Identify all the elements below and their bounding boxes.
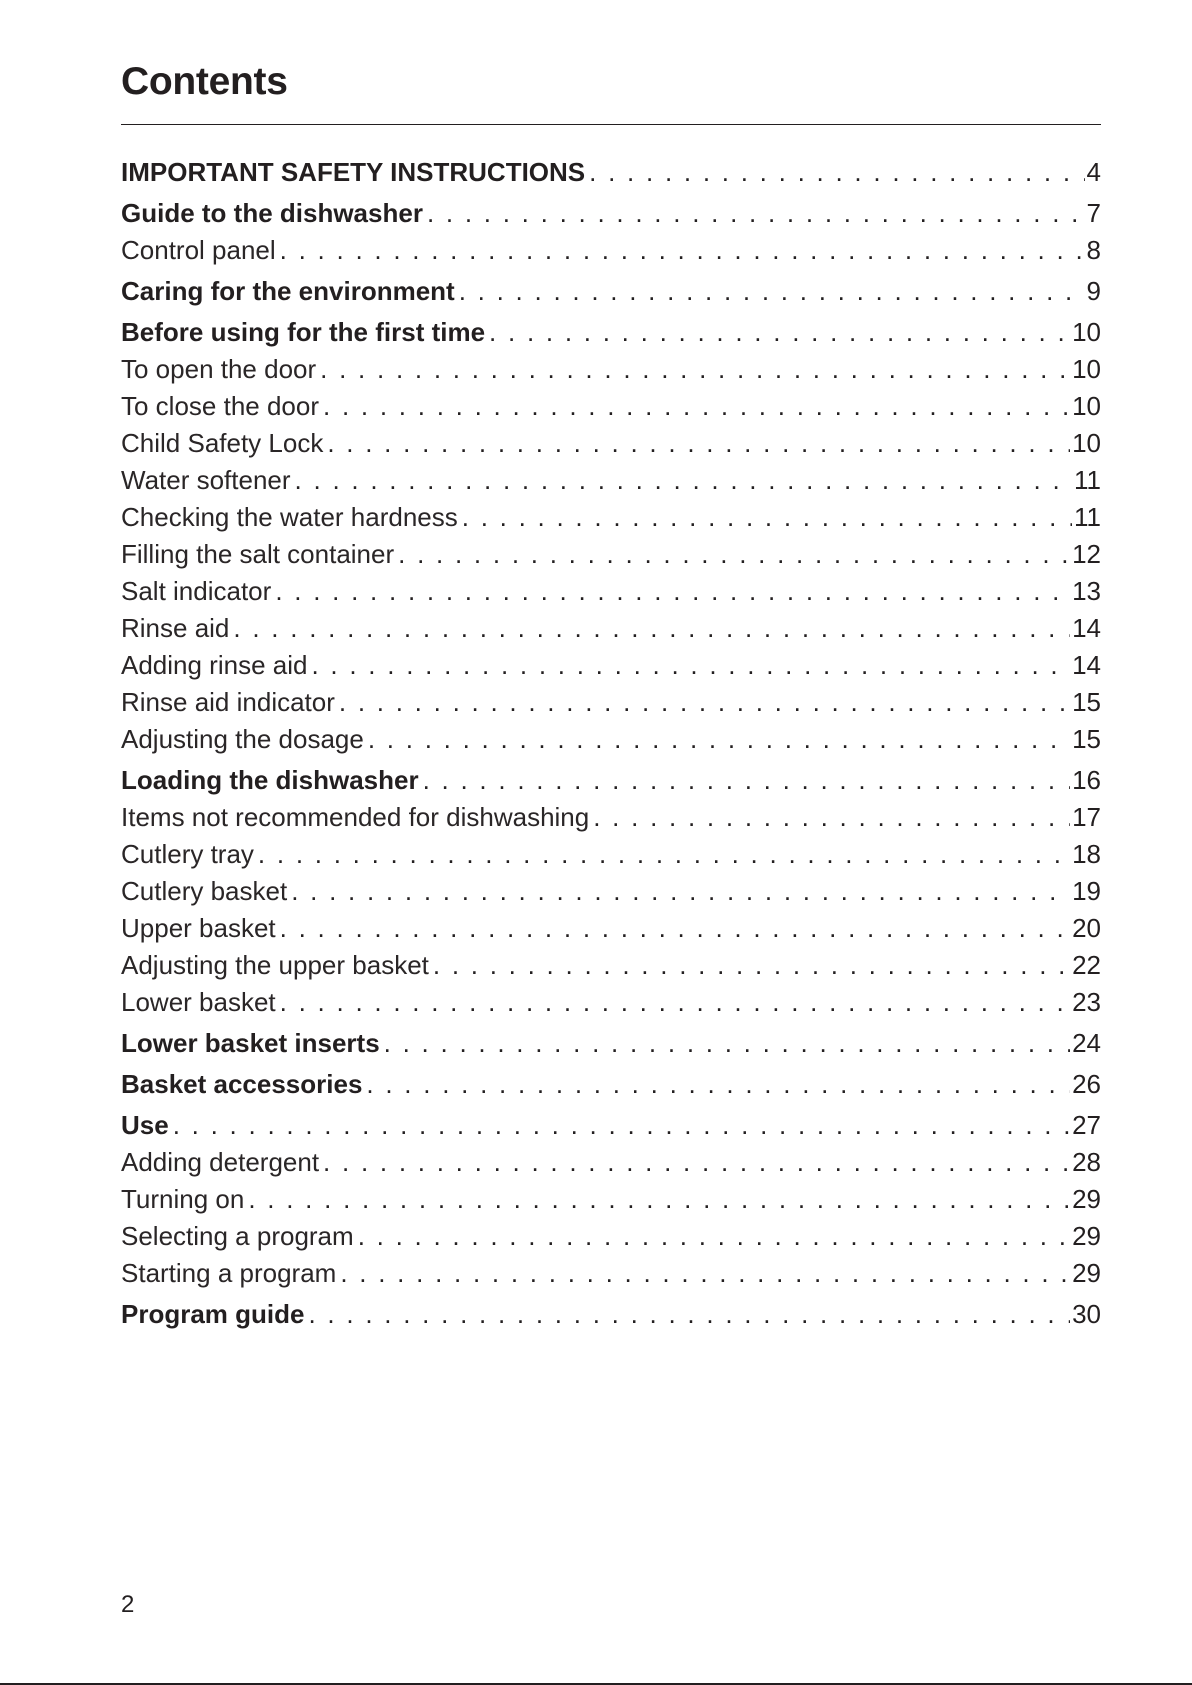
toc-entry-page: 22 bbox=[1072, 950, 1101, 980]
toc-dot-leader bbox=[311, 647, 1070, 684]
toc-entry-label: Cutlery tray bbox=[121, 836, 258, 873]
toc-entry-page: 30 bbox=[1072, 1299, 1101, 1329]
toc-dot-leader bbox=[459, 273, 1085, 310]
toc-entry[interactable] bbox=[121, 154, 1101, 191]
toc-entry-label: Water softener bbox=[121, 462, 295, 499]
toc-entry-label: Adjusting the upper basket bbox=[121, 947, 433, 984]
toc-entry[interactable] bbox=[121, 1296, 1101, 1333]
toc-dot-leader bbox=[427, 195, 1085, 232]
page-title: Contents bbox=[121, 60, 288, 103]
toc-dot-leader bbox=[275, 573, 1070, 610]
toc-dot-leader bbox=[589, 154, 1084, 191]
toc-entry-label: Adding rinse aid bbox=[121, 647, 311, 684]
title-divider bbox=[121, 124, 1101, 125]
toc-entry-page: 23 bbox=[1072, 987, 1101, 1017]
toc-entry-page: 8 bbox=[1086, 235, 1101, 265]
toc-entry-page: 27 bbox=[1072, 1110, 1101, 1140]
toc-entry-page: 28 bbox=[1072, 1147, 1101, 1177]
toc-entry-page: 19 bbox=[1072, 876, 1101, 906]
toc-dot-leader bbox=[593, 799, 1070, 836]
toc-dot-leader bbox=[358, 1218, 1070, 1255]
toc-entry[interactable] bbox=[121, 273, 1101, 310]
toc-entry-label: Rinse aid indicator bbox=[121, 684, 339, 721]
toc-entry-label: Adjusting the dosage bbox=[121, 721, 368, 758]
toc-dot-leader bbox=[398, 536, 1070, 573]
toc-entry[interactable] bbox=[121, 351, 1101, 388]
toc-entry-label: Lower basket bbox=[121, 984, 280, 1021]
toc-entry-page: 18 bbox=[1072, 839, 1101, 869]
toc-entry-label: Cutlery basket bbox=[121, 873, 291, 910]
toc-entry-label: Loading the dishwasher bbox=[121, 762, 423, 799]
toc-dot-leader bbox=[340, 1255, 1070, 1292]
toc-dot-leader bbox=[233, 610, 1070, 647]
toc-entry-page: 7 bbox=[1086, 198, 1101, 228]
toc-entry-page: 16 bbox=[1072, 765, 1101, 795]
toc-dot-leader bbox=[339, 684, 1070, 721]
toc-entry[interactable] bbox=[121, 1066, 1101, 1103]
toc-entry-page: 14 bbox=[1072, 650, 1101, 680]
toc-entry[interactable] bbox=[121, 462, 1101, 499]
toc-entry-page: 24 bbox=[1072, 1028, 1101, 1058]
toc-entry-page: 11 bbox=[1074, 465, 1101, 495]
toc-entry-label: Control panel bbox=[121, 232, 280, 269]
toc-dot-leader bbox=[384, 1025, 1070, 1062]
toc-entry[interactable] bbox=[121, 762, 1101, 799]
toc-entry-label: Child Safety Lock bbox=[121, 425, 327, 462]
toc-entry[interactable] bbox=[121, 195, 1101, 232]
toc-entry-page: 13 bbox=[1072, 576, 1101, 606]
toc-entry-page: 9 bbox=[1086, 276, 1101, 306]
toc-entry-page: 14 bbox=[1072, 613, 1101, 643]
toc-entry[interactable] bbox=[121, 573, 1101, 610]
toc-entry-page: 15 bbox=[1072, 724, 1101, 754]
toc-entry[interactable] bbox=[121, 499, 1101, 536]
toc-entry-page: 4 bbox=[1086, 157, 1101, 187]
toc-entry-label: Rinse aid bbox=[121, 610, 233, 647]
toc-dot-leader bbox=[320, 351, 1070, 388]
toc-dot-leader bbox=[323, 1144, 1070, 1181]
toc-entry-label: Items not recommended for dishwashing bbox=[121, 799, 593, 836]
toc-entry-page: 11 bbox=[1074, 502, 1101, 532]
toc-entry[interactable] bbox=[121, 799, 1101, 836]
toc-dot-leader bbox=[366, 1066, 1070, 1103]
toc-entry[interactable] bbox=[121, 1218, 1101, 1255]
toc-entry-page: 29 bbox=[1072, 1258, 1101, 1288]
toc-entry-label: Turning on bbox=[121, 1181, 248, 1218]
toc-dot-leader bbox=[323, 388, 1070, 425]
toc-entry[interactable] bbox=[121, 684, 1101, 721]
toc-entry-label: Filling the salt container bbox=[121, 536, 398, 573]
toc-dot-leader bbox=[258, 836, 1070, 873]
toc-entry-label: Checking the water hardness bbox=[121, 499, 462, 536]
toc-entry-label: Before using for the first time bbox=[121, 314, 489, 351]
toc-entry[interactable] bbox=[121, 1181, 1101, 1218]
toc-dot-leader bbox=[462, 499, 1072, 536]
toc-entry[interactable] bbox=[121, 425, 1101, 462]
toc-entry-page: 29 bbox=[1072, 1184, 1101, 1214]
toc-entry-label: Salt indicator bbox=[121, 573, 275, 610]
toc-dot-leader bbox=[280, 232, 1085, 269]
page-number: 2 bbox=[121, 1591, 135, 1618]
toc-dot-leader bbox=[173, 1107, 1070, 1144]
table-of-contents bbox=[121, 154, 1101, 1333]
toc-dot-leader bbox=[308, 1296, 1070, 1333]
toc-dot-leader bbox=[368, 721, 1070, 758]
toc-entry-label: Lower basket inserts bbox=[121, 1025, 384, 1062]
toc-entry[interactable] bbox=[121, 1107, 1101, 1144]
toc-entry[interactable] bbox=[121, 536, 1101, 573]
toc-entry[interactable] bbox=[121, 388, 1101, 425]
toc-entry[interactable] bbox=[121, 1255, 1101, 1292]
toc-entry-label: Basket accessories bbox=[121, 1066, 366, 1103]
toc-dot-leader bbox=[433, 947, 1070, 984]
toc-entry-label: Guide to the dishwasher bbox=[121, 195, 427, 232]
toc-entry-page: 10 bbox=[1072, 428, 1101, 458]
toc-entry[interactable] bbox=[121, 314, 1101, 351]
toc-dot-leader bbox=[280, 984, 1070, 1021]
toc-entry-label: To close the door bbox=[121, 388, 323, 425]
toc-entry[interactable] bbox=[121, 910, 1101, 947]
toc-entry-label: Use bbox=[121, 1107, 173, 1144]
toc-entry-page: 10 bbox=[1072, 354, 1101, 384]
toc-entry-label: To open the door bbox=[121, 351, 320, 388]
toc-entry[interactable] bbox=[121, 947, 1101, 984]
toc-entry-page: 20 bbox=[1072, 913, 1101, 943]
toc-entry-page: 10 bbox=[1072, 317, 1101, 347]
toc-entry[interactable] bbox=[121, 1144, 1101, 1181]
toc-entry[interactable] bbox=[121, 873, 1101, 910]
toc-entry-label: Adding detergent bbox=[121, 1144, 323, 1181]
toc-dot-leader bbox=[291, 873, 1070, 910]
toc-entry-label: Upper basket bbox=[121, 910, 280, 947]
toc-entry-page: 26 bbox=[1072, 1069, 1101, 1099]
toc-entry[interactable] bbox=[121, 232, 1101, 269]
toc-entry-page: 10 bbox=[1072, 391, 1101, 421]
toc-entry[interactable] bbox=[121, 836, 1101, 873]
toc-dot-leader bbox=[489, 314, 1070, 351]
toc-entry-label: IMPORTANT SAFETY INSTRUCTIONS bbox=[121, 154, 589, 191]
toc-dot-leader bbox=[295, 462, 1072, 499]
toc-entry[interactable] bbox=[121, 647, 1101, 684]
toc-entry-label: Caring for the environment bbox=[121, 273, 459, 310]
toc-entry-page: 12 bbox=[1072, 539, 1101, 569]
toc-dot-leader bbox=[248, 1181, 1070, 1218]
toc-dot-leader bbox=[423, 762, 1070, 799]
toc-entry-label: Program guide bbox=[121, 1296, 308, 1333]
toc-entry[interactable] bbox=[121, 610, 1101, 647]
toc-dot-leader bbox=[327, 425, 1070, 462]
toc-entry-label: Selecting a program bbox=[121, 1218, 358, 1255]
toc-entry[interactable] bbox=[121, 984, 1101, 1021]
toc-entry[interactable] bbox=[121, 721, 1101, 758]
toc-dot-leader bbox=[280, 910, 1070, 947]
toc-entry-label: Starting a program bbox=[121, 1255, 340, 1292]
toc-entry[interactable] bbox=[121, 1025, 1101, 1062]
toc-entry-page: 15 bbox=[1072, 687, 1101, 717]
toc-entry-page: 29 bbox=[1072, 1221, 1101, 1251]
toc-entry-page: 17 bbox=[1072, 802, 1101, 832]
